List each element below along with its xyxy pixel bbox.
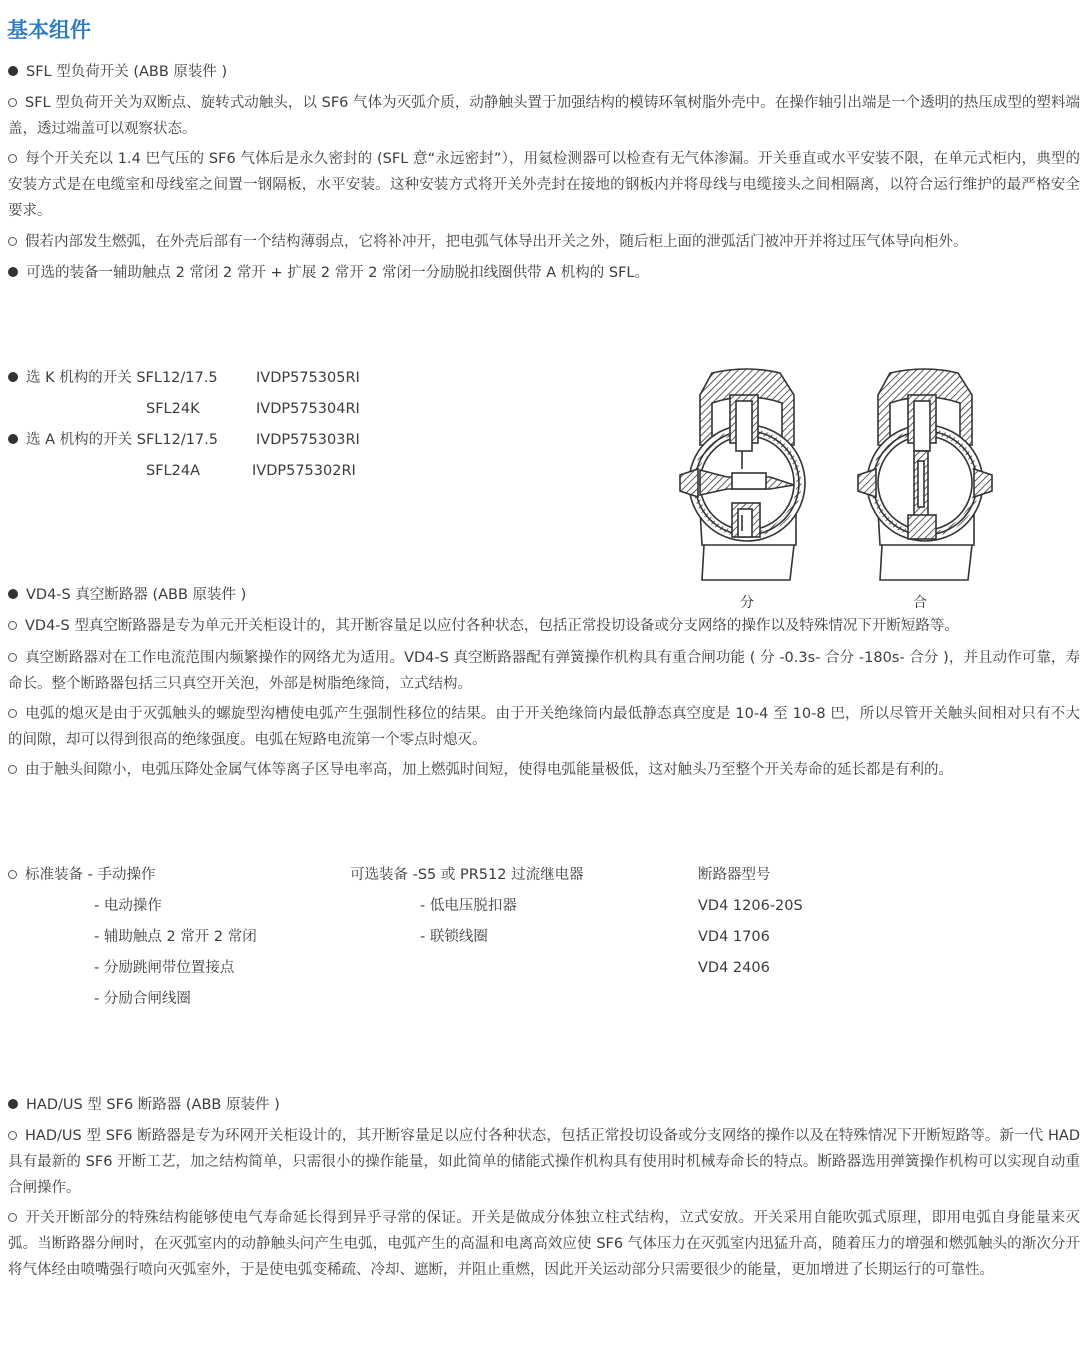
switch-cross-section-diagram: [672, 365, 1002, 590]
closed-state-diagram: [858, 369, 992, 580]
bullet-hollow-icon: [8, 765, 17, 774]
model-k-label: 选 K 机构的开关 SFL12/17.5: [8, 365, 218, 391]
vd4-paragraph-2: 真空断路器对在工作电流范围内频繁操作的网络尤为适用。VD4-S 真空断路器配有弹簧操作机构具有重合闸功能 ( 分 -0.3s- 合分 -180s- 合分 )，并且动作可靠，寿命长。整个断路器包括三只真空开关泡，外部是树脂绝缘筒，立式结构。: [8, 650, 1080, 692]
bullet-filled-icon: [8, 267, 18, 277]
bullet-hollow-icon: [8, 154, 17, 163]
breaker-model-header: 断路器型号: [698, 867, 771, 883]
vd4-paragraph-4: 由于触头间隙小，电弧压降处金属气体等离子区导电率高，加上燃弧时间短，使得电弧能量极低，这对触头乃至整个开关寿命的延长都是有利的。: [8, 757, 953, 783]
model-k2-code: IVDP575304RI: [256, 401, 360, 417]
bullet-filled-icon: [8, 589, 18, 599]
sfl-paragraph-2: 每个开关充以 1.4 巴气压的 SF6 气体后是永久密封的 (SFL 意“永远密封”），用氦检测器可以检查有无气体渗漏。开关垂直或水平安装不限，在单元式柜内，典型的安装方式是在电缆室和母线室之间置一钢隔板，水平安装。这种安装方式将开关外壳封在接地的钢板内并将母线与电缆接头之间相隔离，以符合运行维护的最严格安全要求。: [8, 151, 1080, 219]
vd4-paragraph-1: VD4-S 型真空断路器是专为单元开关柜设计的，其开断容量足以应付各种状态，包括正常投切设备或分支网络的操作以及特殊情况下开断短路等。: [8, 613, 959, 639]
bullet-filled-icon: [8, 434, 18, 444]
had-paragraph-1: HAD/US 型 SF6 断路器是专为环网开关柜设计的，其开断容量足以应付各种状态，包括正常投切设备或分支网络的操作以及在特殊情况下开断短路等。新一代 HAD 具有最新的 SF6 开断工艺，加之结构简单，只需很小的操作能量，如此简单的储能式操作机构具有使用时机械寿命长的特点。断路器选用弹簧操作机构可以实现自动重合闸操作。: [8, 1128, 1080, 1196]
bullet-hollow-icon: [8, 98, 17, 107]
model-a2-name: SFL24A: [146, 463, 200, 479]
bullet-hollow-icon: [8, 621, 17, 630]
closed-caption: 合: [913, 595, 927, 611]
breaker-model-item: VD4 1206-20S: [698, 898, 803, 914]
model-a-label: 选 A 机构的开关 SFL12/17.5: [8, 427, 218, 453]
breaker-model-item: VD4 2406: [698, 960, 770, 976]
optional-item: - 低电压脱扣器: [420, 898, 517, 914]
had-paragraph-2: 开关开断部分的特殊结构能够使电气寿命延长得到异乎寻常的保证。开关是做成分体独立柱式结构，立式安放。开关采用自能吹弧式原理，即用电弧自身能量来灭弧。当断路器分闸时，在灭弧室内的动静触头问产生电弧，电弧产生的高温和电离高效应使 SF6 气体压力在灭弧室内迅猛升高，随着压力的增强和燃弧触头的渐次分开将气体经由喷嘴强行喷向灭弧室外，于是使电弧变稀疏、冷却、遮断，并阻止重燃，因此开关运动部分只需要很少的能量，更加增进了长期运行的可靠性。: [8, 1210, 1080, 1278]
sfl-paragraph-3: 假若内部发生燃弧，在外壳后部有一个结构薄弱点，它将补冲开，把电弧气体导出开关之外，随后柜上面的泄弧活门被冲开并将过压气体导向柜外。: [8, 229, 1080, 255]
optional-item: - 联锁线圈: [420, 929, 488, 945]
sfl-paragraph-4: 可选的装备一辅助触点 2 常闭 2 常开 + 扩展 2 常开 2 常闭一分励脱扣线圈供带 A 机构的 SFL。: [8, 260, 649, 286]
had-heading: HAD/US 型 SF6 断路器 (ABB 原装件 ): [8, 1092, 280, 1118]
optional-equipment-label: 可选装备 -S5 或 PR512 过流继电器: [350, 867, 584, 883]
bullet-hollow-icon: [8, 653, 17, 662]
page-title: 基本组件: [7, 18, 91, 42]
vd4-heading: VD4-S 真空断路器 (ABB 原装件 ): [8, 582, 246, 608]
bullet-hollow-icon: [8, 237, 17, 246]
model-k2-name: SFL24K: [146, 401, 200, 417]
standard-equipment-label: 标准装备 - 手动操作: [8, 862, 155, 888]
bullet-filled-icon: [8, 372, 18, 382]
standard-item: - 分励合闸线圈: [94, 991, 191, 1007]
bullet-hollow-icon: [8, 1131, 17, 1140]
bullet-filled-icon: [8, 66, 18, 76]
open-state-diagram: [680, 369, 805, 580]
bullet-hollow-icon: [8, 870, 17, 879]
sfl-heading: SFL 型负荷开关 (ABB 原装件 ): [8, 59, 227, 85]
bullet-filled-icon: [8, 1099, 18, 1109]
model-k1-code: IVDP575305RI: [256, 370, 360, 386]
open-caption: 分: [740, 595, 754, 611]
breaker-model-item: VD4 1706: [698, 929, 770, 945]
standard-item: - 电动操作: [94, 898, 162, 914]
bullet-hollow-icon: [8, 709, 17, 718]
model-a2-code: IVDP575302RI: [252, 463, 356, 479]
bullet-hollow-icon: [8, 1213, 17, 1222]
standard-item: - 分励跳闸带位置接点: [94, 960, 235, 976]
sfl-paragraph-1: SFL 型负荷开关为双断点、旋转式动触头，以 SF6 气体为灭弧介质，动静触头置于加强结构的模铸环氧树脂外壳中。在操作轴引出端是一个透明的热压成型的塑料端盖，透过端盖可以观察状态。: [8, 95, 1080, 137]
standard-item: - 辅助触点 2 常开 2 常闭: [94, 929, 257, 945]
model-a1-code: IVDP575303RI: [256, 432, 360, 448]
vd4-paragraph-3: 电弧的熄灭是由于灭弧触头的螺旋型沟槽使电弧产生强制性移位的结果。由于开关绝缘筒内最低静态真空度是 10-4 至 10-8 巴，所以尽管开关触头间相对只有不大的间隙，却可以得到很高的绝缘强度。电弧在短路电流第一个零点时熄灭。: [8, 706, 1080, 748]
